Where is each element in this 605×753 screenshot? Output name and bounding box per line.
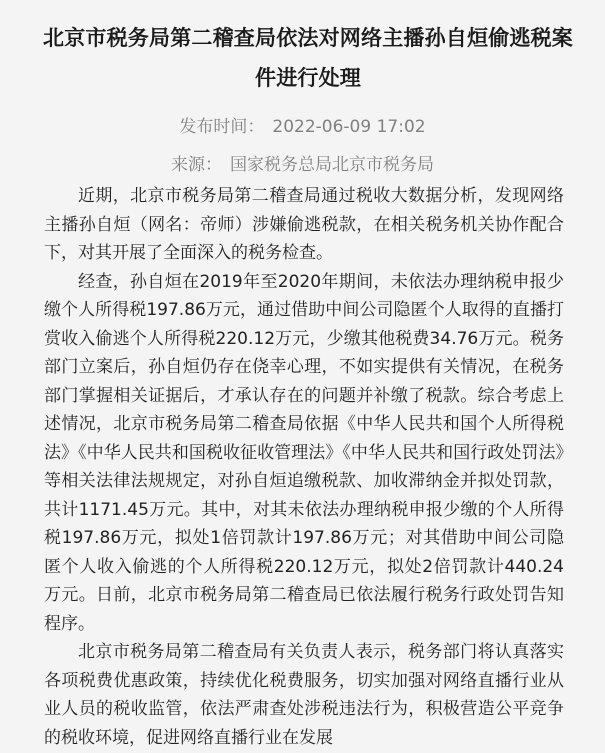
paragraph: 北京市税务局第二稽查局有关负责人表示，税务部门将认真落实各项税费优惠政策，持续优化税费服务，切实加强对网络直播行业从业人员的税收监管，依法严肃查处涉税违法行为，积极营造公平竞争的税收环境，促进网络直播行业在发展 bbox=[44, 642, 564, 748]
publish-label: 发布时间： bbox=[179, 117, 265, 137]
source-name: 国家税务总局北京市税务局 bbox=[230, 155, 434, 175]
paragraph: 近期，北京市税务局第二稽查局通过税收大数据分析，发现网络主播孙自烜（网名：帝师）涉嫌偷逃税款，在相关税务机关协作配合下，对其开展了全面深入的税务检查。 bbox=[44, 186, 564, 263]
publish-time: 2022-06-09 17:02 bbox=[272, 117, 426, 137]
article-body bbox=[44, 182, 564, 752]
article-title: 北京市税务局第二稽查局依法对网络主播孙自烜偷逃税案件进行处理 bbox=[43, 26, 573, 90]
source-label: 来源： bbox=[171, 155, 222, 175]
source-info bbox=[0, 150, 605, 175]
publish-info bbox=[0, 112, 605, 137]
paragraph: 经查，孙自烜在2019年至2020年期间，未依法办理纳税申报少缴个人所得税197.86万元，通过借助中间公司隐匿个人取得的直播打赏收入偷逃个人所得税220.12万元，少缴其他税费34.76万元。税务部门立案后，孙自烜仍存在侥幸心理，不如实提供有关情况，在税务部门掌握相关证据后，才承认存在的问题并补缴了税款。综合考虑上述情况，北京市税务局第二稽查局依据《中华人民共和国个人所得税法》《中华人民共和国税收征收管理法》《中华人民共和国行政处罚法》等相关法律法规规定，对孙自烜追缴税款、加收滞纳金并拟处罚款，共计1171.45万元。其中，对其未依法办理纳税申报少缴的个人所得税197.86万元，拟处1倍罚款计197.86万元；对其借助中间公司隐匿个人收入偷逃的个人所得税220.12万元，拟处2倍罚款计440.24万元。日前，北京市税务局第二稽查局已依法履行税务行政处罚告知程序。 bbox=[44, 271, 564, 634]
